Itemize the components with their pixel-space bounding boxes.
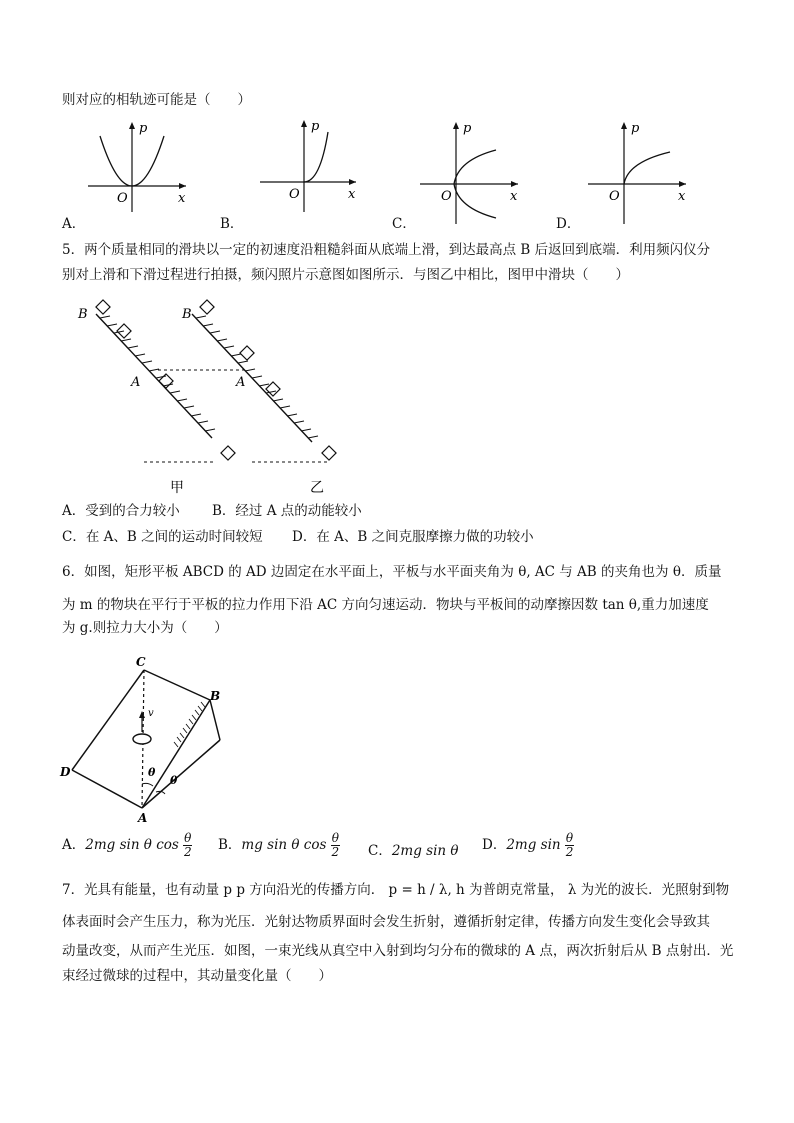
origin-label: O: [609, 189, 620, 204]
q6-stem-line2: 为 m 的物块在平行于平板的拉力作用下沿 AC 方向匀速运动．物块与平板间的动摩擦因数 tan θ,重力加速度: [62, 597, 709, 613]
q7-stem-line2: 体表面时会产生压力，称为光压．光射达物质界面时会发生折射，遵循折射定律，传播方向发生变化会导致其: [62, 914, 710, 930]
q6-option-c: [368, 839, 459, 859]
axis-x-label: x: [178, 191, 186, 206]
axis-p-label: p: [311, 119, 320, 134]
caption-yi: 乙: [310, 480, 324, 496]
q6-figure: [58, 648, 258, 828]
axis-p-label: p: [139, 121, 148, 136]
q4-graph-c: [418, 116, 528, 226]
q6-stem-line3: 为 g.则拉力大小为（ ）: [62, 620, 228, 636]
label-theta-2: θ: [170, 774, 178, 787]
fraction: $\frac{\theta}{2}$: [565, 831, 574, 859]
axis-p-label: p: [631, 121, 640, 136]
q6-stem-line1: 6．如图，矩形平板 ABCD 的 AD 边固定在水平面上，平板与水平面夹角为 θ, AC 与 AB 的夹角也为 θ．质量: [62, 564, 722, 580]
q5-figure: [74, 296, 364, 496]
q7-stem-line3: 动量改变，从而产生光压．如图，一束光线从真空中入射到均匀分布的微球的 A 点，两次折射后从 B 点射出．光: [62, 943, 734, 959]
option-expr: 2mg sin θ cos: [85, 837, 179, 853]
fraction: $\frac{\theta}{2}$: [183, 831, 192, 859]
label-v: v: [148, 708, 154, 719]
axis-x-label: x: [678, 189, 686, 204]
q6-option-b: [218, 832, 340, 859]
q5-option-d: D．在 A、B 之间克服摩擦力做的功较小: [292, 529, 534, 545]
q5-stem-line2: 别对上滑和下滑过程进行拍摄，频闪照片示意图如图所示．与图乙中相比，图甲中滑块（ ）: [62, 267, 629, 283]
origin-label: O: [289, 187, 300, 202]
q5-stem-line1: 5．两个质量相同的滑块以一定的初速度沿粗糙斜面从底端上滑，到达最高点 B 后返回到底端．利用频闪仪分: [62, 242, 711, 258]
q6-option-a: [62, 832, 192, 859]
option-label: B．: [218, 837, 242, 853]
label-b: B: [210, 689, 221, 703]
q4-option-a: A．: [62, 216, 86, 232]
option-expr: 2mg sin: [506, 837, 561, 853]
q5-option-b: B．经过 A 点的动能较小: [212, 503, 362, 519]
q5-option-a: A．受到的合力较小: [62, 503, 180, 519]
option-label: A．: [62, 837, 86, 853]
option-label: C．: [368, 843, 392, 859]
label-b-right: B: [182, 307, 192, 322]
label-c: C: [136, 655, 146, 669]
label-a-left: A: [131, 375, 141, 390]
q7-stem-line4: 束经过微球的过程中，其动量变化量（ ）: [62, 968, 332, 984]
axis-x-label: x: [510, 189, 518, 204]
fraction: $\frac{\theta}{2}$: [331, 831, 340, 859]
label-a-right: A: [236, 375, 246, 390]
q4-option-c: C．: [392, 216, 416, 232]
label-b-left: B: [78, 307, 88, 322]
origin-label: O: [117, 191, 128, 206]
q4-graph-a: [86, 116, 196, 216]
option-expr: mg sin θ cos: [241, 837, 327, 853]
q4-graph-d: [586, 116, 696, 226]
q4-stem-end: 则对应的相轨迹可能是（ ）: [62, 92, 251, 108]
label-a: A: [138, 811, 148, 825]
q4-graph-b: [258, 116, 368, 216]
q5-option-c: C．在 A、B 之间的运动时间较短: [62, 529, 263, 545]
label-theta-1: θ: [148, 766, 156, 779]
option-label: D．: [482, 837, 507, 853]
q7-stem-line1: 7．光具有能量，也有动量 p p 方向沿光的传播方向． p = h / λ, h 为普朗克常量， λ 为光的波长．光照射到物: [62, 882, 730, 898]
axis-x-label: x: [348, 187, 356, 202]
axis-p-label: p: [463, 121, 472, 136]
q4-option-d: D．: [556, 216, 581, 232]
label-d: D: [60, 765, 71, 779]
q6-option-d: [482, 832, 574, 859]
option-expr: 2mg sin θ: [391, 843, 459, 859]
q4-option-b: B．: [220, 216, 244, 232]
origin-label: O: [441, 189, 452, 204]
caption-jia: 甲: [170, 480, 184, 496]
